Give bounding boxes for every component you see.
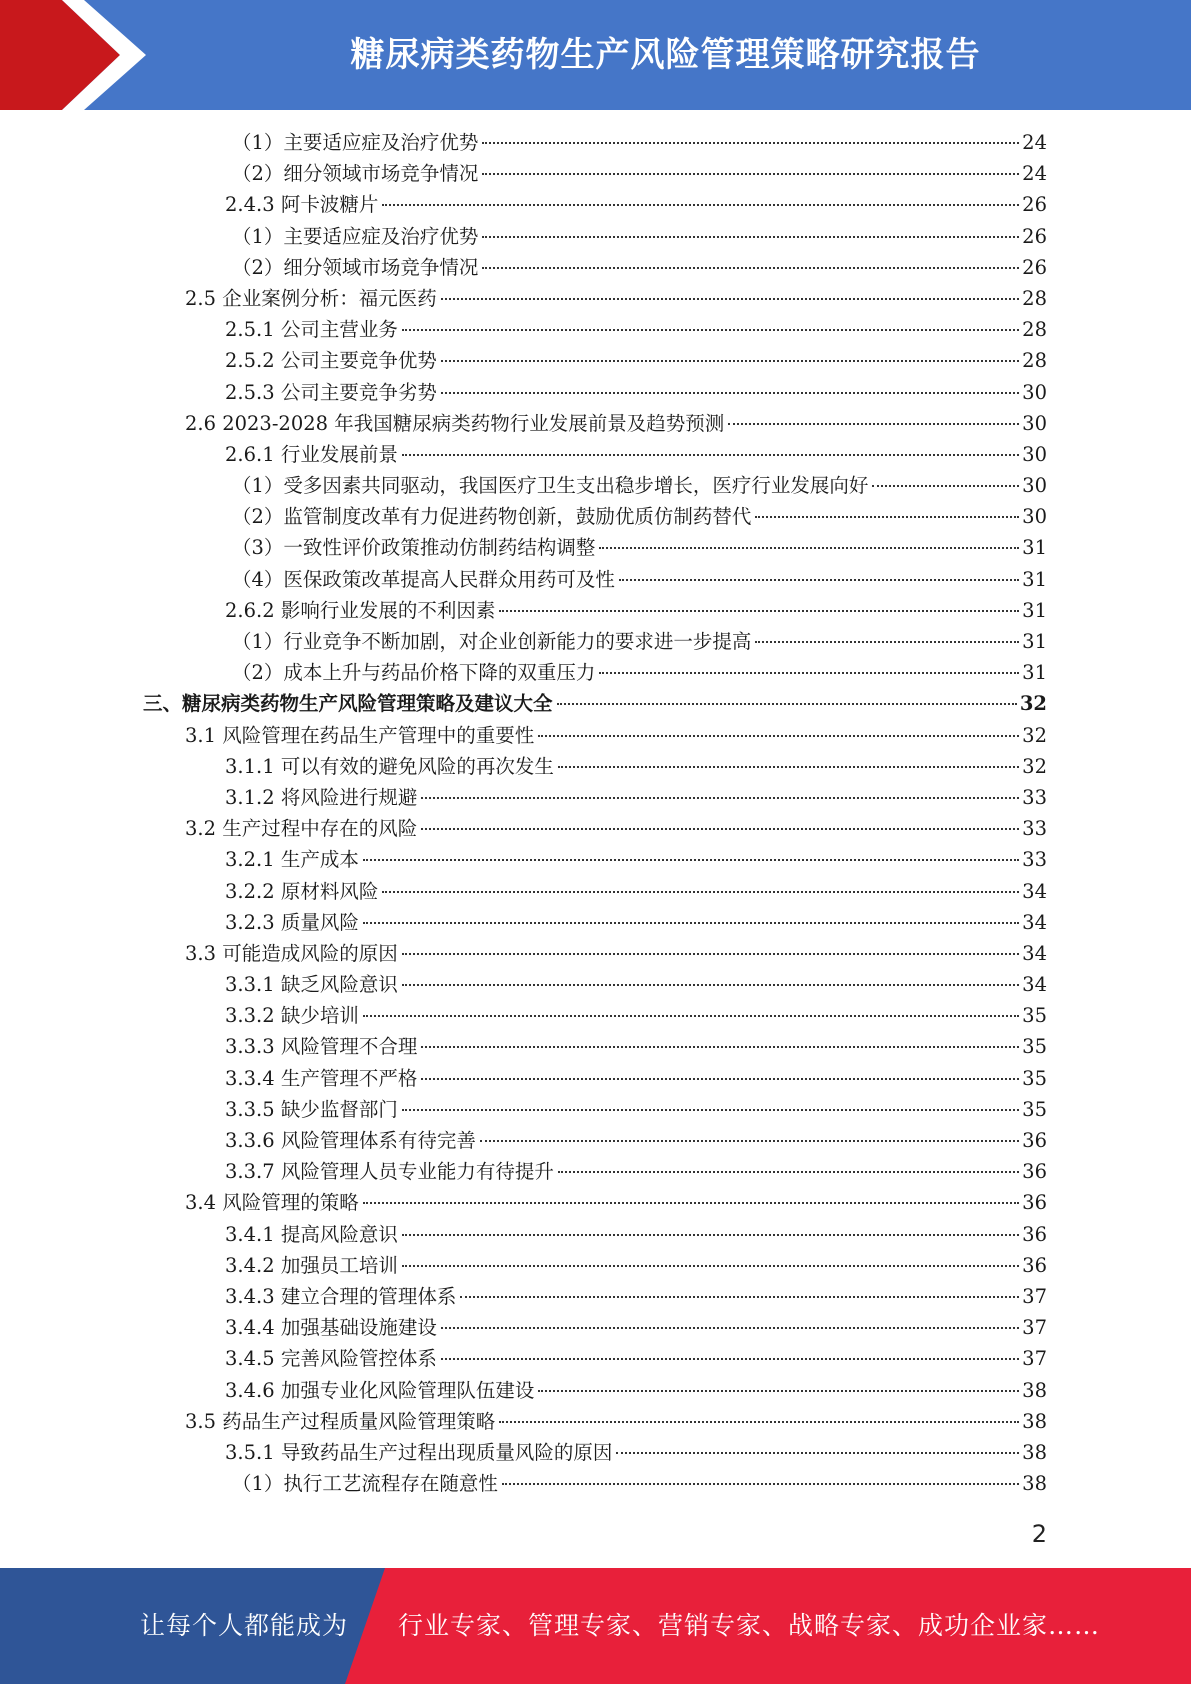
toc-entry-page: 31 [1022, 536, 1047, 560]
toc-entry[interactable] [0, 377, 1191, 408]
toc-dot-leader [421, 1046, 1019, 1048]
toc-entry-title: 3.4.5 完善风险管控体系 [225, 1347, 437, 1371]
toc-dot-leader [421, 797, 1019, 799]
toc-entry-title: 3.3.7 风险管理人员专业能力有待提升 [225, 1160, 554, 1184]
toc-dot-leader [872, 485, 1019, 487]
toc-dot-leader [482, 173, 1019, 175]
toc-entry-page: 36 [1022, 1191, 1047, 1215]
toc-entry-title: 三、糖尿病类药物生产风险管理策略及建议大全 [143, 692, 553, 716]
toc-dot-leader [402, 1234, 1019, 1236]
toc-entry-title: （3）一致性评价政策推动仿制药结构调整 [232, 536, 596, 560]
toc-dot-leader [441, 298, 1019, 300]
toc-entry-page: 37 [1022, 1284, 1047, 1308]
toc-entry[interactable] [0, 1406, 1191, 1437]
toc-entry[interactable] [0, 813, 1191, 844]
toc-entry[interactable] [0, 470, 1191, 501]
toc-dot-leader [421, 1078, 1019, 1080]
toc-entry-title: 3.4.6 加强专业化风险管理队伍建设 [225, 1378, 535, 1402]
toc-entry[interactable] [0, 1219, 1191, 1250]
toc-entry-title: 3.2.2 原材料风险 [225, 879, 379, 903]
toc-entry-title: 2.6 2023-2028 年我国糖尿病类药物行业发展前景及趋势预测 [185, 411, 725, 435]
toc-dot-leader [402, 1109, 1019, 1111]
toc-dot-leader [363, 922, 1019, 924]
footer-slogan-left: 让每个人都能成为 [140, 1611, 349, 1640]
page-number: 2 [1031, 1520, 1047, 1548]
toc-dot-leader [441, 392, 1019, 394]
toc-entry-page: 30 [1022, 505, 1047, 529]
toc-dot-leader [482, 142, 1019, 144]
toc-entry-page: 26 [1022, 255, 1047, 279]
toc-dot-leader [441, 1358, 1019, 1360]
toc-entry-page: 36 [1022, 1160, 1047, 1184]
toc-entry[interactable] [0, 1063, 1191, 1094]
toc-entry-title: （1）受多因素共同驱动，我国医疗卫生支出稳步增长，医疗行业发展向好 [232, 474, 869, 498]
toc-entry[interactable] [0, 1094, 1191, 1125]
toc-entry-title: 3.4.4 加强基础设施建设 [225, 1316, 437, 1340]
toc-dot-leader [402, 984, 1019, 986]
toc-entry-page: 34 [1022, 910, 1047, 934]
toc-entry-page: 38 [1022, 1472, 1047, 1496]
toc-entry-title: 3.3.1 缺乏风险意识 [225, 973, 398, 997]
toc-dot-leader [421, 828, 1019, 830]
toc-entry-title: 2.5.1 公司主营业务 [225, 318, 398, 342]
toc-dot-leader [599, 547, 1019, 549]
toc-entry-page: 24 [1022, 162, 1047, 186]
toc-entry[interactable] [0, 1375, 1191, 1406]
toc-entry-page: 36 [1022, 1253, 1047, 1277]
toc-entry-title: 3.2.3 质量风险 [225, 910, 359, 934]
toc-dot-leader [558, 766, 1019, 768]
toc-entry[interactable] [0, 439, 1191, 470]
toc-entry-page: 32 [1019, 692, 1047, 716]
toc-entry[interactable] [0, 408, 1191, 439]
toc-dot-leader [728, 423, 1019, 425]
toc-entry-page: 31 [1022, 661, 1047, 685]
toc-entry-page: 33 [1022, 848, 1047, 872]
toc-dot-leader [599, 672, 1019, 674]
toc-entry-page: 35 [1022, 1066, 1047, 1090]
toc-entry[interactable] [0, 501, 1191, 532]
toc-entry-page: 26 [1022, 193, 1047, 217]
toc-entry-page: 24 [1022, 131, 1047, 154]
page-footer [0, 1568, 1191, 1684]
toc-entry-page: 32 [1022, 723, 1047, 747]
toc-entry[interactable] [0, 221, 1191, 252]
toc-entry-title: 3.3 可能造成风险的原因 [185, 941, 398, 965]
toc-entry-title: 2.5.2 公司主要竞争优势 [225, 349, 437, 373]
toc-entry-title: 3.4.2 加强员工培训 [225, 1253, 398, 1277]
toc-dot-leader [502, 1483, 1019, 1485]
toc-entry[interactable] [0, 564, 1191, 595]
toc-entry[interactable] [0, 1250, 1191, 1281]
toc-entry[interactable] [0, 1437, 1191, 1468]
report-title: 糖尿病类药物生产风险管理策略研究报告 [350, 35, 981, 75]
toc-entry[interactable] [0, 751, 1191, 782]
toc-dot-leader [382, 891, 1019, 893]
toc-entry-title: （2）细分领域市场竞争情况 [232, 255, 479, 279]
toc-entry-title: 3.2.1 生产成本 [225, 848, 359, 872]
toc-entry-title: 3.4.1 提高风险意识 [225, 1222, 398, 1246]
toc-entry[interactable] [0, 1468, 1191, 1499]
toc-dot-leader [402, 454, 1019, 456]
toc-entry-page: 37 [1022, 1347, 1047, 1371]
toc-entry-page: 28 [1022, 286, 1047, 310]
toc-entry-title: （1）主要适应症及治疗优势 [232, 224, 479, 248]
toc-entry-title: 2.5.3 公司主要竞争劣势 [225, 380, 437, 404]
toc-entry-page: 31 [1022, 567, 1047, 591]
toc-entry[interactable] [0, 252, 1191, 283]
page-header [0, 0, 1191, 110]
toc-dot-leader [619, 579, 1019, 581]
toc-entry[interactable] [0, 283, 1191, 314]
toc-entry-page: 33 [1022, 785, 1047, 809]
toc-entry-title: 2.5 企业案例分析：福元医药 [185, 286, 437, 310]
toc-entry[interactable] [0, 657, 1191, 688]
toc-entry-page: 31 [1022, 630, 1047, 653]
toc-entry-title: 2.6.2 影响行业发展的不利因素 [225, 598, 496, 622]
toc-entry[interactable] [0, 876, 1191, 907]
toc-entry-page: 30 [1022, 474, 1047, 498]
toc-entry-page: 30 [1022, 380, 1047, 404]
toc-entry-page: 38 [1022, 1378, 1047, 1402]
toc-entry-page: 36 [1022, 1129, 1047, 1152]
toc-entry-title: 2.4.3 阿卡波糖片 [225, 193, 379, 217]
toc-entry-title: 3.3.5 缺少监督部门 [225, 1097, 398, 1121]
toc-entry[interactable] [0, 844, 1191, 875]
toc-entry-title: 3.5.1 导致药品生产过程出现质量风险的原因 [225, 1440, 613, 1464]
toc-entry[interactable] [0, 595, 1191, 626]
toc-dot-leader [557, 703, 1017, 705]
toc-entry[interactable] [0, 345, 1191, 376]
toc-entry[interactable] [0, 1000, 1191, 1031]
toc-entry-title: 3.4.3 建立合理的管理体系 [225, 1284, 457, 1308]
toc-entry-title: 3.2 生产过程中存在的风险 [185, 817, 418, 841]
toc-entry-title: 3.3.6 风险管理体系有待完善 [225, 1129, 476, 1152]
toc-entry-page: 38 [1022, 1409, 1047, 1433]
toc-dot-leader [499, 1421, 1019, 1423]
toc-entry[interactable] [0, 1187, 1191, 1218]
toc-entry[interactable] [0, 1156, 1191, 1187]
toc-entry-page: 35 [1022, 1004, 1047, 1028]
toc-dot-leader [363, 859, 1019, 861]
toc-entry-title: （2）细分领域市场竞争情况 [232, 162, 479, 186]
toc-entry[interactable] [0, 720, 1191, 751]
toc-entry-title: （2）监管制度改革有力促进药物创新，鼓励优质仿制药替代 [232, 505, 752, 529]
toc-dot-leader [441, 360, 1019, 362]
toc-entry-title: 2.6.1 行业发展前景 [225, 442, 398, 466]
toc-dot-leader [441, 1327, 1019, 1329]
toc-entry-page: 36 [1022, 1222, 1047, 1246]
toc-entry[interactable] [0, 158, 1191, 189]
toc-entry-title: 3.5 药品生产过程质量风险管理策略 [185, 1409, 496, 1433]
toc-entry-page: 33 [1022, 817, 1047, 841]
toc-entry[interactable] [0, 782, 1191, 813]
toc-dot-leader [402, 1265, 1019, 1267]
toc-dot-leader [402, 953, 1019, 955]
toc-entry-title: 3.3.4 生产管理不严格 [225, 1066, 418, 1090]
toc-entry-title: 3.1.2 将风险进行规避 [225, 785, 418, 809]
toc-dot-leader [755, 516, 1019, 518]
toc-entry[interactable] [0, 1343, 1191, 1374]
toc-entry-page: 30 [1022, 442, 1047, 466]
toc-entry-title: （1）主要适应症及治疗优势 [232, 131, 479, 154]
toc-dot-leader [616, 1452, 1019, 1454]
toc-entry[interactable] [0, 127, 1191, 158]
toc-entry-page: 30 [1022, 411, 1047, 435]
toc-entry-page: 35 [1022, 1035, 1047, 1059]
toc-entry-page: 26 [1022, 224, 1047, 248]
toc-entry-page: 31 [1022, 598, 1047, 622]
toc-entry-page: 37 [1022, 1316, 1047, 1340]
toc-entry[interactable] [0, 1312, 1191, 1343]
toc-entry[interactable] [0, 688, 1191, 719]
toc-entry-title: 3.3.3 风险管理不合理 [225, 1035, 418, 1059]
toc-entry[interactable] [0, 1031, 1191, 1062]
toc-entry-page: 28 [1022, 318, 1047, 342]
toc-dot-leader [538, 735, 1019, 737]
toc-entry-title: （1）执行工艺流程存在随意性 [232, 1472, 498, 1496]
toc-entry-page: 35 [1022, 1097, 1047, 1121]
toc-entry[interactable] [0, 189, 1191, 220]
toc-dot-leader [480, 1140, 1019, 1142]
toc-dot-leader [755, 641, 1019, 643]
table-of-contents [0, 127, 1191, 1499]
toc-dot-leader [538, 1390, 1019, 1392]
toc-entry-title: 3.4 风险管理的策略 [185, 1191, 359, 1215]
toc-dot-leader [482, 236, 1019, 238]
toc-entry[interactable] [0, 532, 1191, 563]
toc-dot-leader [482, 267, 1019, 269]
toc-entry[interactable] [0, 314, 1191, 345]
toc-entry-page: 32 [1022, 754, 1047, 778]
toc-dot-leader [460, 1296, 1019, 1298]
toc-entry[interactable] [0, 907, 1191, 938]
toc-dot-leader [499, 610, 1019, 612]
toc-entry[interactable] [0, 1125, 1191, 1156]
toc-dot-leader [363, 1202, 1019, 1204]
toc-entry-title: （2）成本上升与药品价格下降的双重压力 [232, 661, 596, 685]
toc-entry-title: 3.3.2 缺少培训 [225, 1004, 359, 1028]
toc-entry-title: （4）医保政策改革提高人民群众用药可及性 [232, 567, 615, 591]
toc-entry[interactable] [0, 626, 1191, 657]
toc-entry-page: 34 [1022, 941, 1047, 965]
toc-entry-page: 28 [1022, 349, 1047, 373]
toc-entry-page: 34 [1022, 879, 1047, 903]
footer-slogan-right: 行业专家、管理专家、营销专家、战略专家、成功企业家…… [398, 1611, 1101, 1640]
toc-entry-page: 34 [1022, 973, 1047, 997]
toc-entry-title: 3.1.1 可以有效的避免风险的再次发生 [225, 754, 554, 778]
toc-entry-title: 3.1 风险管理在药品生产管理中的重要性 [185, 723, 535, 747]
toc-dot-leader [402, 329, 1019, 331]
toc-entry[interactable] [0, 1281, 1191, 1312]
toc-entry[interactable] [0, 938, 1191, 969]
toc-dot-leader [558, 1171, 1019, 1173]
toc-entry-page: 38 [1022, 1440, 1047, 1464]
toc-entry-title: （1）行业竞争不断加剧，对企业创新能力的要求进一步提高 [232, 630, 752, 653]
toc-entry[interactable] [0, 969, 1191, 1000]
toc-dot-leader [363, 1015, 1019, 1017]
toc-dot-leader [382, 204, 1019, 206]
